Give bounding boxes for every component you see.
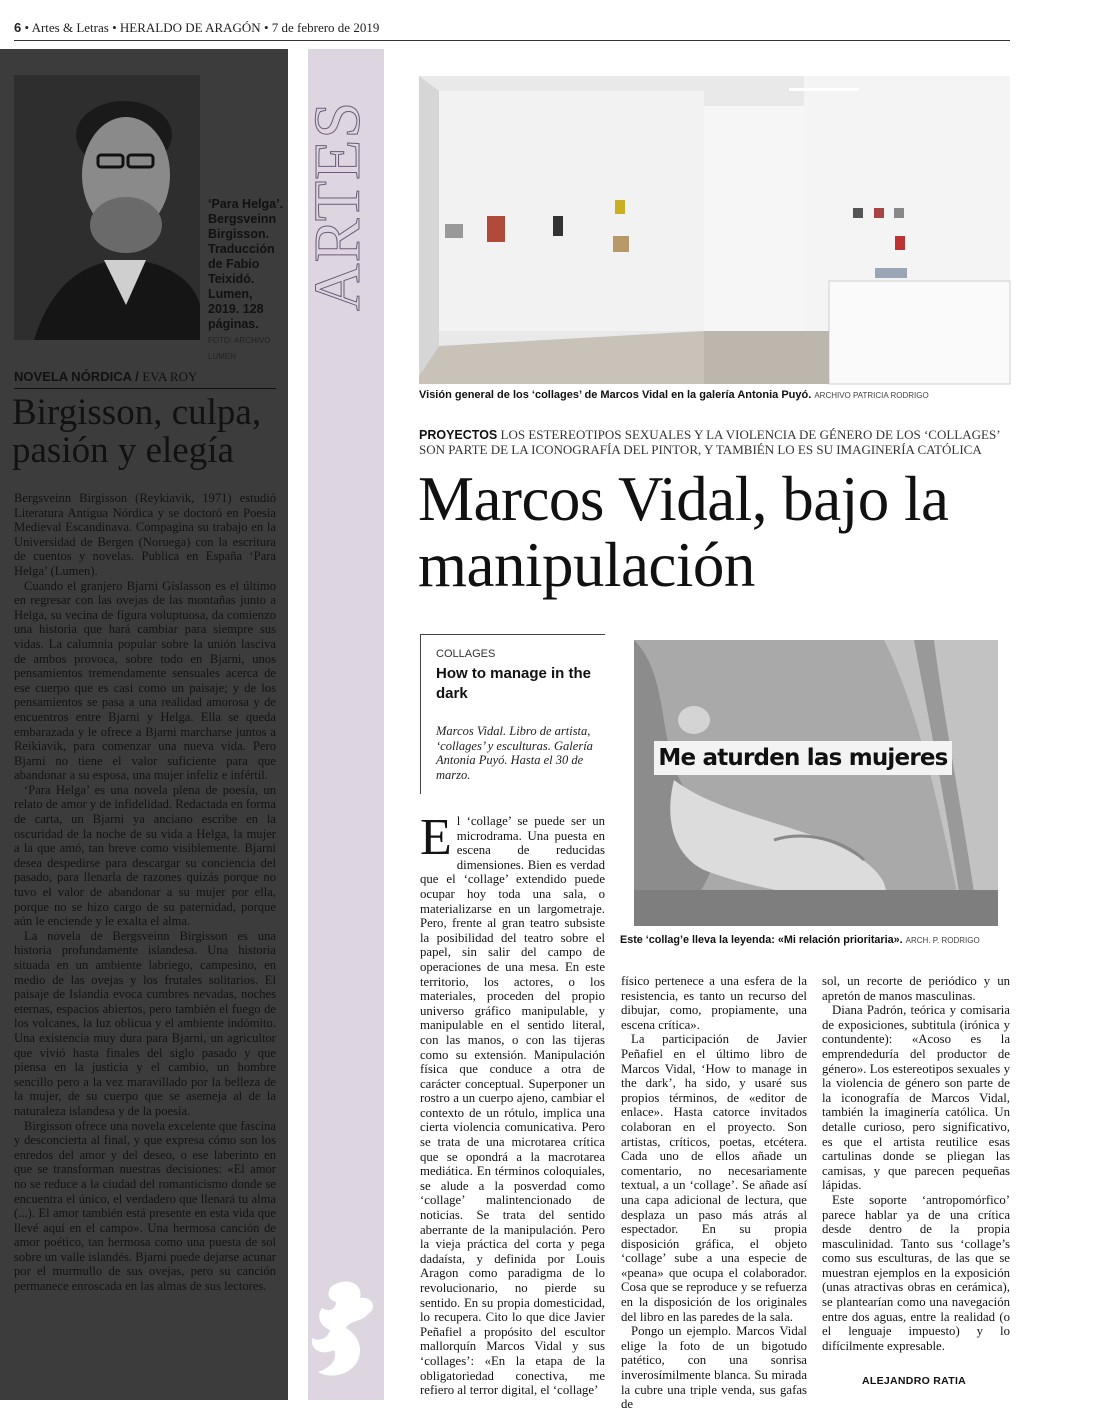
collage-image — [634, 640, 998, 926]
left-kicker: NOVELA NÓRDICA / EVA ROY — [14, 369, 198, 384]
photo-caption — [419, 389, 1010, 401]
photo-caption-text: Visión general de los ‘collages’ de Marcos Vidal en la galería Antonia Puyó. — [419, 389, 812, 401]
section-label-text: ARTES — [301, 100, 374, 312]
main-kicker-text: LOS ESTEREOTIPOS SEXUALES Y LA VIOLENCIA DE GÉNERO DE LOS ‘COLLAGES’ SON PARTE DE LA ICONOGRAFÍA DEL PINTOR, Y TAMBIÉN LO ES SU IMAGINERÍA CATÓLICA — [419, 427, 1000, 457]
page-number: 6 — [14, 20, 22, 35]
info-box-title: How to manage in the dark — [436, 665, 592, 702]
dropcap: E — [420, 809, 452, 866]
photo-caption-credit: ARCHIVO PATRICIA RODRIGO — [814, 391, 929, 400]
folio-text: • Artes & Letras • HERALDO DE ARAGÓN • 7 de febrero de 2019 — [24, 20, 380, 35]
left-paragraph: ‘Para Helga’ es una novela plena de poesía, un relato de amor y de infidelidad. Redactada en forma de carta, un Bjarni ya anciano escribe en la oscuridad de la noche de su vida a Helga, la mujer a la que amó, tan breve como visiblemente. Bjarni desea despedirse para descargar su conciencia del pasado, para llenarla de razones quizás porque no tuvo el valor de abandonar a su mujer por ella, porque no se hizo cargo de su paternidad, porque aún le enciende y le exalta el alma. — [14, 782, 276, 929]
collage-artwork-icon — [634, 640, 998, 926]
collage-text: Me aturden las mujeres — [654, 741, 952, 775]
cherub-icon — [302, 1276, 382, 1386]
page-folio — [14, 20, 1010, 36]
left-paragraph: Cuando el granjero Bjarni Gíslasson es el último en regresar con las ovejas de las montañas junto a Helga, su vecina de figura voluptuosa, da comienzo una historia que hará cambiar para siempre sus vidas. La calumnia popular sobre la unión lasciva de ambos provoca, sobre todo en Bjarni, unos pensamientos tremendamente sensuales acerca de ese cuerpo que es casi como un paisaje; y de los pensamientos se pasa a una realidad amorosa y de encuentros entre Bjarni y Helga. Ella se queda embarazada y le ofrece a Bjarni marcharse juntos a Reikiavik, para comenzar una nueva vida. Pero Bjarni no tiene el valor suficiente para que abandonar a su esposa, una mujer infeliz e infértil. — [14, 578, 276, 783]
left-headline: Birgisson, culpa, pasión y elegía — [12, 392, 262, 471]
body-paragraph: Pongo un ejemplo. Marcos Vidal elige la foto de un bigotudo patético, con una sonrisa inverosímilmente blanca. Su mirada la cubre una triple venda, sus gafas de — [621, 1324, 807, 1412]
left-author: EVA ROY — [142, 369, 198, 384]
body-paragraph — [420, 809, 605, 1398]
left-kicker-rule — [14, 388, 276, 389]
left-kicker-label: NOVELA NÓRDICA — [14, 369, 132, 384]
author-photo — [14, 75, 200, 340]
gallery-photo — [419, 76, 1010, 384]
left-body — [14, 491, 276, 1294]
author-portrait-icon — [14, 75, 200, 340]
main-kicker — [419, 428, 1010, 456]
body-paragraph: sol, un recorte de periódico y un apretón de manos masculinas. — [822, 974, 1010, 1003]
section-label — [290, 86, 386, 326]
body-paragraph: Este soporte ‘antropomórfico’ parece hablar ya de una crítica desde dentro de la propia masculinidad. Tanto sus ‘collage’s como sus esculturas, de las que se muestran ejemplos en la exposición (unas atractivas obras en cerámica), se plantearían como una navegación entre dos aguas, entre la realidad (o el lenguaje impuesto) y lo difícilmente expresable. — [822, 1192, 1010, 1353]
byline: ALEJANDRO RATIA — [862, 1375, 967, 1387]
body-text: l ‘collage’ se puede ser un microdrama. Una puesta en escena de reducidas dimensiones. Bien es verdad que el ‘collage’ extendido puede ocupar hoy toda una sala, o materializarse en un largometraje. Pero, frente al gran teatro subsiste la posibilidad del teatro sobre el papel, sin salir del campo de operaciones de una mesa. En este territorio, los actores, o los materiales, proceden del propio universo gráfico manipulable, y manipulable en el sentido literal, con las manos, o con las tijeras como su extensión. Manipulación física que conduce a otra de carácter conceptual. Superponer un rostro a un cuerpo ajeno, cambiar el contexto de un rótulo, implica una cierta violencia comunicativa. Pero se trata de una microtarea crítica que se opondrá a la macrotarea mediática. En términos coloquiales, se alude a la posverdad como ‘collage’ malintencionado de noticias. Se trata del sentido aberrante de la manipulación. Pero la vieja práctica del corta y pega dadaísta, y definida por Louis Aragon como paradigma de lo revolucionario, no pierde su sentido. En su propia domesticidad, lo recupera. Cito lo que dice Javier Peñafiel a propósito del escultor mallorquín Marcos Vidal y sus ‘collages’: «En la etapa de la obligatoriedad conectiva, me refiero al terror digital, el ‘collage’ — [420, 814, 605, 1398]
collage-caption-text: Este ‘collag’e lleva la leyenda: «Mi relación prioritaria». — [620, 934, 903, 946]
body-paragraph: Diana Padrón, teórica y comisaria de exposiciones, subtitula (irónica y contundente): «Acoso es la emprendeduría del productor de género». Los estereotipos sexuales y la violencia de género son parte de la iconografía de Marcos Vidal, también la imaginería católica. Un detalle curioso, pero significativo, es que el artista reutilice esas cartulinas donde se pliegan las camisas, y que parecen pequeñas lápidas. — [822, 1003, 1010, 1193]
info-box-description: Marcos Vidal. Libro de artista, ‘collages’ y esculturas. Galería Antonia Puyó. Hasta el 30 de marzo. — [436, 724, 593, 782]
folio-rule — [14, 40, 1010, 41]
photo-credit: FOTO: ARCHIVO LUMEN — [208, 336, 271, 361]
collage-caption — [620, 934, 1010, 946]
left-article-column — [0, 49, 288, 1400]
body-paragraph: físico pertenece a una esfera de la resistencia, es tanto un recurso del dibujar, como, propiamente, una escena crítica». — [621, 974, 807, 1032]
info-box-label: COLLAGES — [436, 648, 496, 660]
collage-caption-credit: ARCH. P. RODRIGO — [905, 936, 980, 945]
left-paragraph: Bergsveinn Birgisson (Reykiavik, 1971) estudió Literatura Antigua Nórdica y se doctoró en Poesía Medieval Escandinava. Compagina su trabajo en la Universidad de Bergen (Noruega) con la escritura de cuentos y novelas. Publica en España ‘Para Helga’ (Lumen). — [14, 491, 276, 578]
body-column-3 — [822, 974, 1010, 1353]
gallery-interior-icon — [419, 76, 1010, 384]
main-kicker-label: PROYECTOS — [419, 428, 498, 442]
body-column-2 — [621, 974, 807, 1412]
main-headline: Marcos Vidal, bajo la manipulación — [418, 464, 949, 600]
body-paragraph: La participación de Javier Peñafiel en el último libro de Marcos Vidal, ‘How to manage in the dark’, ha sido, y usaré sus propios términos, de «editor de enlace». Hasta catorce invitados colaboran en el proyecto. Son artistas, críticos, poetas, etcétera. Cada uno de ellos añade un comentario, no necesariamente textual, a un ‘collage’. Se añade así una capa adicional de lectura, que desplaza un paso más atrás al espectador. En su propia disposición gráfica, el objeto ‘collage’ sube a una especie de «peana» que ocupa el colaborador. Cosa que se reproduce y se refuerza en la disposición de los originales del libro en las paredes de la sala. — [621, 1032, 807, 1324]
book-caption — [208, 197, 284, 364]
book-caption-text: ‘Para Helga’. Bergsveinn Birgisson. Traducción de Fabio Teixidó. Lumen, 2019. 128 páginas. — [208, 197, 284, 331]
left-paragraph: La novela de Bergsveinn Birgisson es una historia profundamente islandesa. Una historia situada en un ambiente labriego, campesino, en medio de las ovejas y los frutales solitarios. El paisaje de Islandia evoca cumbres nevadas, noches eternas, espacios abiertos, pero también el fuego de los volcanes, la luz oblicua y el ambiente indómito. Una existencia muy dura para Bjarni, un agricultor que vivió hasta finales del siglo pasado y que piensa en la justicia y el cambio, un hombre sencillo pero a la vez maravillado por la belleza de la mujer, de su cuerpo que se asemeja al de la naturaleza islandesa y de la poesía. — [14, 928, 276, 1118]
body-column-1 — [420, 809, 605, 1398]
left-paragraph: Birgisson ofrece una novela excelente que fascina y desconcierta al final, y que expresa cómo son los enredos del amor y del deseo, o ese laberinto en que se transforman nuestras decisiones: «El amor no se reduce a la ciudad del romanticismo donde se encuentra el único, el verdadero que llenará tu alma (...). El amor también está presente en esta vida que llevé aquí en el campo». Una hermosa canción de amor poético, tan hermosa como una puesta de sol sobre un valle islandés. Bjarni puede dejarse acunar por el murmullo de sus ovejas, pero su canción permanece enroscada en las almas de sus lectores. — [14, 1118, 276, 1294]
